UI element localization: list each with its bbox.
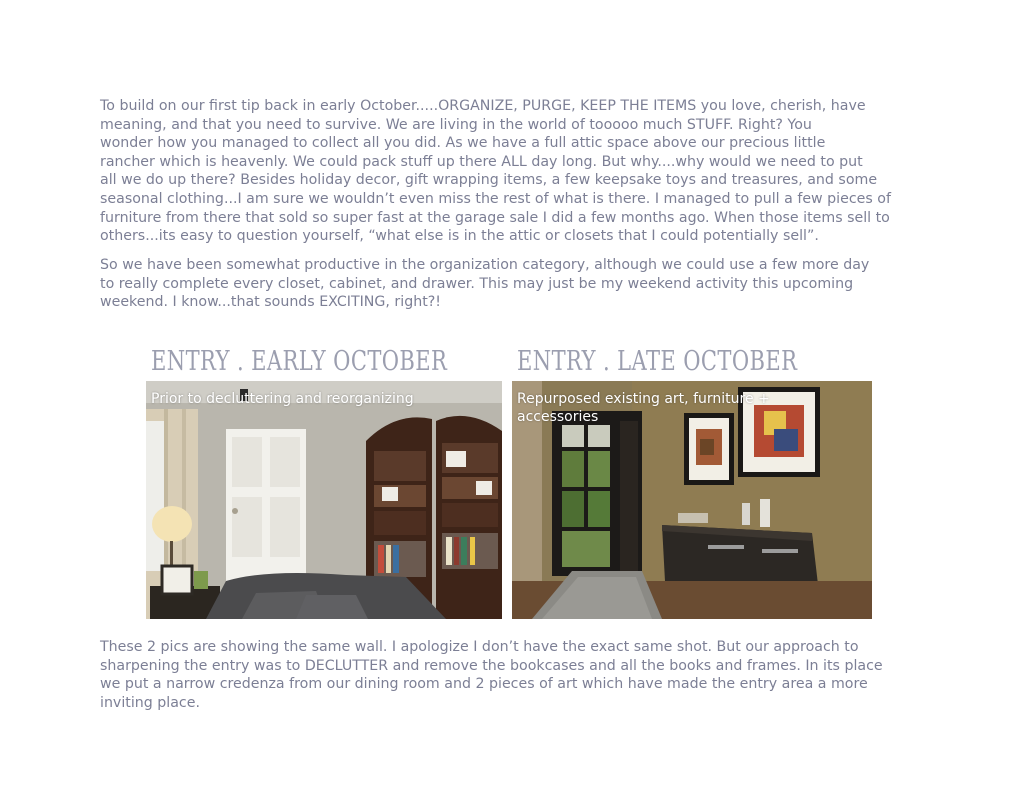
- closing-line: sharpening the entry was to DECLUTTER and remove the bookcases and all the books and frames. In its place: [100, 657, 883, 674]
- intro-line: furniture from there that sold so super fast at the garage sale I did a few months ago. When those items sell to: [100, 209, 890, 226]
- entry-late-title: ENTRY . LATE OCTOBER: [517, 346, 798, 377]
- intro-paragraph: [100, 97, 928, 246]
- intro-line: To build on our first tip back in early October.....ORGANIZE, PURGE, KEEP THE ITEMS you love, cherish, have: [100, 98, 866, 114]
- intro-line: wonder how you managed to collect all you did. As we have a full attic space above our precious little: [100, 135, 826, 152]
- intro-line: meaning, and that you need to survive. We are living in the world of tooooo much STUFF. Right? You: [100, 116, 812, 133]
- entry-after-caption: Repurposed existing art, furniture + accessories: [517, 391, 770, 425]
- progress-line: So we have been somewhat productive in the organization category, although we could use a few more day: [100, 257, 870, 273]
- intro-line: rancher which is heavenly. We could pack stuff up there ALL day long. But why....why would we need to put: [100, 153, 863, 170]
- progress-line: to really complete every closet, cabinet, and drawer. This may just be my weekend activity this upcoming: [100, 275, 854, 292]
- closing-line: These 2 pics are showing the same wall. I apologize I don’t have the exact same shot. But our approach to: [100, 639, 859, 655]
- closing-line: we put a narrow credenza from our dining room and 2 pieces of art which have made the entry area a more: [100, 676, 868, 693]
- entry-early-title: ENTRY . EARLY OCTOBER: [151, 346, 448, 377]
- entry-after-photo: [512, 381, 872, 619]
- intro-line: seasonal clothing...I am sure we wouldn’t even miss the rest of what is there. I managed to pull a few pieces of: [100, 190, 891, 207]
- closing-paragraph: [100, 638, 928, 712]
- closing-line: inviting place.: [100, 694, 200, 711]
- intro-line: all we do up there? Besides holiday decor, gift wrapping items, a few keepsake toys and treasures, and some: [100, 172, 878, 189]
- entry-before-photo: [146, 381, 502, 619]
- intro-line: others...its easy to question yourself, “what else is in the attic or closets that I could potentially sell”.: [100, 228, 819, 245]
- entry-before-caption: Prior to decluttering and reorganizing: [151, 391, 414, 407]
- progress-paragraph: [100, 256, 928, 312]
- progress-line: weekend. I know...that sounds EXCITING, right?!: [100, 294, 441, 311]
